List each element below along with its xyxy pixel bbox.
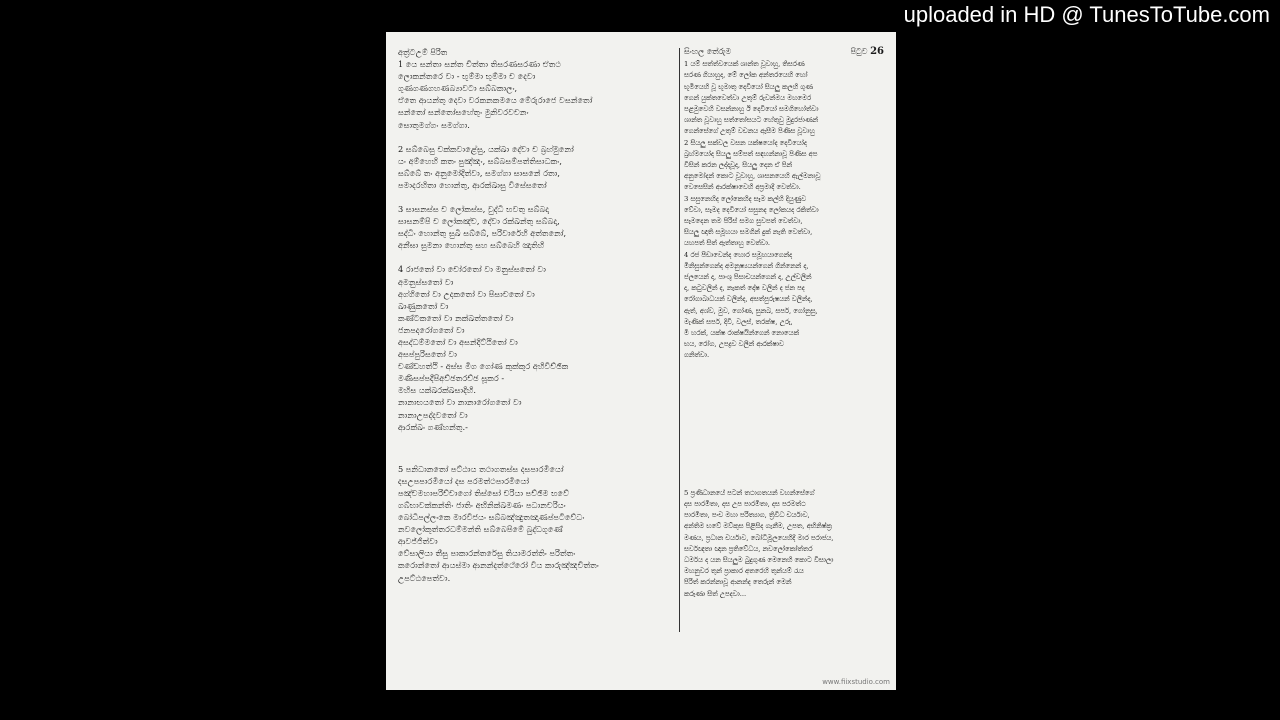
verse-line: 5 පනිධානතෝ පට්ඨාය තථාගතස්ස දසපාරමියෝ <box>398 463 564 474</box>
verse-gap <box>398 131 674 143</box>
verse-line: නානාඋපද්දවතෝ වා <box>398 409 468 420</box>
verse-line: සද්ධිං හොන්තු සුඛී සබ්බේ, පරිවාරේහි අත්තනෝ, <box>398 228 567 239</box>
verse-line: පඤ්චමහාපරිච්චාගෝ තිස්සෝ චරියා පච්ඡිම භවේ <box>398 487 570 498</box>
verse-line: 2 සබ්බෙසු චක්කවාළේසු, යක්ඛා දේවා ච බ්‍රහ්මුනෝ <box>398 143 574 154</box>
translation-line: සියලු ඥාති සමූහයා සමගින් දුක් නැති වෙත්වා, <box>684 228 813 237</box>
right-header <box>684 46 884 57</box>
translation-line: 1 යම් සත්ත්වයෙක් ශාන්ත වූවාහු, තිසරණ <box>684 60 805 69</box>
verse-line: වේසාලියා තීසු පාකාරන්තරේසු තියාමරත්තිං පරිත්තං <box>398 548 576 559</box>
right-header-title: සිංහල තේරුම <box>684 47 732 56</box>
verse-line: උපට්ඨපෙත්වා. <box>398 572 451 583</box>
translation-line: ගෙන් යුක්තවෙත්වා උතුම් රුවන්මය මහමෙර <box>684 93 812 102</box>
left-title: අත්‍ර්ටඋම් පිරිත <box>398 47 448 57</box>
spacer <box>684 362 884 488</box>
verse-line: කරොන්තෝ ආයස්මා ආනන්දත්ථේරෝ විය කාරුඤ්ඤචිත්තං <box>398 560 599 571</box>
translation-line: ද, කටුවලින් ද, නැකත් දෝෂ වලින් ද ජන පද <box>684 284 805 293</box>
verse-line: ඛාණුකතෝ වා <box>398 300 449 311</box>
verse-line: මහිස යක්ඛරක්ඛසාදිහි. <box>398 385 476 396</box>
left-column-pali-text <box>398 46 674 584</box>
page-number: 26 <box>870 46 884 57</box>
translation-line: සර්වඥතා ඥාන ප්‍රතිවේධය, නවලෝකෝත්තර <box>684 544 813 553</box>
translation-line: මිනිසුන්ගෙන්ද අමනුෂ්‍යයන්ගෙන් ගින්නෙන් ද, <box>684 261 809 270</box>
translation-line: 2 සියලු සක්වල වසන යක්ෂයෝද දෙවියෝද <box>684 138 807 147</box>
translation-line: මැණික් සර්ප, දිවි, වලස්, තරක්ෂ, උරු, <box>684 317 793 326</box>
verse-line: සොතුමග්ගං සමග්ගා. <box>398 119 470 130</box>
translation-line: මහනුවර තුන් ප්‍රාකාර අතරෙහි තුන්යම් රැය <box>684 567 804 576</box>
translation-line: යහපත් සිත් ඇත්තාහු වෙත්වා. <box>684 239 771 248</box>
verse-gap <box>398 251 674 263</box>
translation-line: බ්‍රහ්මයෝද සියලු සම්පත් සඳහන්නාවූ පිණිස අප <box>684 149 818 158</box>
verse-line: නවලෝකුත්තරධම්මන්ති සබ්බෙපිමේ බුද්ධගුණේ <box>398 524 563 535</box>
translation-line: විසින් කරන ලද්දාවූද, සියලු දෙන ඒ පින් <box>684 161 793 170</box>
translation-line: පාරමිතා, පංච මහා පරිත්‍යාග, ත්‍රිවිධ චර්යාව, <box>684 511 810 520</box>
verse-line: අසප්පුරිසතෝ වා <box>398 349 457 360</box>
verse-line: ගබ්භාවක්කන්තිං ජාතිං අභිනික්ඛමණං පධානචරියං <box>398 500 566 510</box>
translation-line: දස පාරමිතා, දස උප පාරමිතා, දස පරමත්ථ <box>684 499 806 508</box>
translation-line: ධර්මය ද යන සියලුම බුදුගුණ මෙනෙහි කොට විසාලා <box>684 555 834 564</box>
verse-line: ගුණගණගහණබ්‍යාවටා සබ්බකාලං, <box>398 83 518 94</box>
translation-line: සෑමදෙන තම පිරිස් සමග සුවපත් වෙත්වා, <box>684 217 803 226</box>
verse-line: චණ්ඩහත්ථි - අස්ස මිග ගෝණ කුක්කුර අහිවිච්ඡික <box>398 361 569 372</box>
translation-line: රෝගාබාධයන් වලින්ද, අසත්පුරුෂයන් වලින්ද, <box>684 295 813 304</box>
translation-line: 5 ප්‍රණිධානයේ පටන් තථාගතයන් වහන්සේගේ <box>684 488 815 497</box>
column-divider <box>679 48 680 632</box>
translation-section-5 <box>684 488 884 600</box>
verse-line: මණිසප්පදීපිඅච්ඡතරච්ඡ සූකර - <box>398 373 505 384</box>
watermark-text: uploaded in HD @ TunesToTube.com <box>903 2 1270 27</box>
page-label <box>851 46 884 57</box>
translation-line: සරණ ගියාහුද, මේ ලෝක අන්තරයෙහි හෝ <box>684 71 808 80</box>
verse-gap <box>398 191 674 203</box>
translation-line: 3 සසුනෙහිද ලෝකෙහිද සෑම කල්හි දියුණුව <box>684 194 807 203</box>
verse-line: අනීඝා සුමනා හොන්තු සහ සබ්බෙහි ඤාතිහි <box>398 240 545 251</box>
verse-line: 1 යෙ සන්තා සන්ත චිත්තා තිසරණසරණා ඒතථ <box>398 59 561 70</box>
translation-lines <box>684 59 884 361</box>
credit-text: www.fiixstudio.com <box>822 678 890 686</box>
verse-line: 3 සාසනස්ස ච ලෝකස්ස, වුද්ධි භවතු සබ්බදා <box>398 204 549 215</box>
translation-line: ගනිත්වා. <box>684 351 710 360</box>
scanned-page <box>386 32 896 690</box>
translation-line: අනුමෝදන් කොට වූවාහු, ශාසනයෙහි ඇල්මනාවූ <box>684 172 821 181</box>
verse-line: අසද්ධම්මතෝ වා අසන්දිට්ඨිතෝ වා <box>398 336 518 347</box>
verse-line: ඒතෙ ආයන්තු දෙවා වරකනකමයෙ මේරුරාජෙ වසන්තෝ <box>398 95 593 106</box>
verse-line: අමනුස්සතෝ වා <box>398 276 454 287</box>
translation-line: පිරිත් කරන්නාවූ ආනන්ද තෙරුන් මෙන් <box>684 578 792 587</box>
translation-line: වෙසෙසින් ආරක්ෂාවෙහි අප්‍රමාදී වෙත්වා. <box>684 183 801 192</box>
translation-line: පළමුවෙහි වසන්නාහු ඊ දෙවියෝ සමගිහෝත්වා <box>684 105 819 114</box>
page-word: පිටුව <box>850 47 868 56</box>
right-column-sinhala-translation <box>684 46 884 600</box>
verse-line: දසඋපපාරමියෝ දස පරමත්ථපාරමියෝ <box>398 475 530 486</box>
verse-line: ආරක්ඛං ගණ්හන්තු.- <box>398 421 468 432</box>
translation-line: ගෙන්සේගේ උතුම් වචනය ඇසීම පිණිස වූවාහු <box>684 127 815 136</box>
verse-line: සබ්බේ තං අනුමෝදිත්වා, සමග්ගා සාසනේ රතා, <box>398 167 560 178</box>
translation-line: ශාන්ත වූවාහු සත්තෝසයට හේතුවු මුදුරජාණන් <box>684 116 818 125</box>
translation-line: භූමියෙහි වූ භූමාතු දෙවියෝ සියලු කලහි ගුණ <box>684 82 813 91</box>
translation-line: මණය, ප්‍රධාන චර්යාව, බෝධිමූලයෙහිදී මාර පරාජය, <box>684 533 834 542</box>
translation-line: ඇත්, අශ්ව, මුව, ගෝණ, සුනඛ, සර්ප, ගෝනුසු, <box>684 306 818 315</box>
verse-line: සන්තෝ සන්තෝසහේතුං මුනිවරවචනං <box>398 107 529 118</box>
translation-line: භය, රෝග, උපද්‍රව වලින් ආරක්ෂාව <box>684 340 784 349</box>
verse-line: අග්ගිතෝ වා උදකතෝ වා පිසාචතෝ වා <box>398 288 535 299</box>
verse-line: ආවජ්ජිත්වා <box>398 536 438 547</box>
translation-line: ජලයෙන් ද, පාංශු පිසාචයන්ගෙන් ද, උල්වලින් <box>684 273 812 282</box>
verse-gap <box>398 433 674 463</box>
translation-line: වේවා, සෑමද දෙවියෝ සසුනද ලෝකයද රකිත්වා <box>684 205 819 214</box>
verse-line: ලොකන්තරෙ වා - භුම්මා භුම්මා ච දෙවා <box>398 71 536 82</box>
verse-line: 4 රාජතෝ වා චෝරතෝ වා මනුස්සතෝ වා <box>398 264 546 275</box>
verse-line: කණ්ටකතෝ වා නක්ඛත්තතෝ වා <box>398 312 514 323</box>
translation-line: කරුණා සිත් උපදවා... <box>684 589 747 598</box>
verse-line: බෝධිපල්ලංකෙ මාරවිජයං සබ්බඤ්ඤුතඤාණප්පටිවේධං <box>398 512 585 523</box>
verse-line: නානාභයතෝ වා නානාරෝගතෝ වා <box>398 397 522 408</box>
translation-line: අන්තිම භවේ මව්කුස පිළිසිද ගැනීම, උපත, අභිනිෂ්ක්‍ර <box>684 522 832 531</box>
translation-line: මී හරක්, යක්ෂ රාක්ෂයින්ගෙන් නොයෙක් <box>684 329 799 338</box>
verse-line: සාසනම්පි ච ලෝකඤ්ච, දේවා රක්ඛන්තු සබ්බදා, <box>398 216 560 227</box>
verse-line: පමාදරහිතා හොන්තු, ආරක්ඛාසු විසේසතෝ <box>398 179 547 190</box>
translation-line: 4 රජ පීඩාවෙන්ද හොර සමූහයාගෙන්ද <box>684 250 793 259</box>
verse-line: යං අම්හෙහි කතං පුඤ්ඤං, සබ්බසම්පත්තිසාධකං, <box>398 155 562 166</box>
verse-line: ජනපදරෝගතෝ වා <box>398 324 465 335</box>
